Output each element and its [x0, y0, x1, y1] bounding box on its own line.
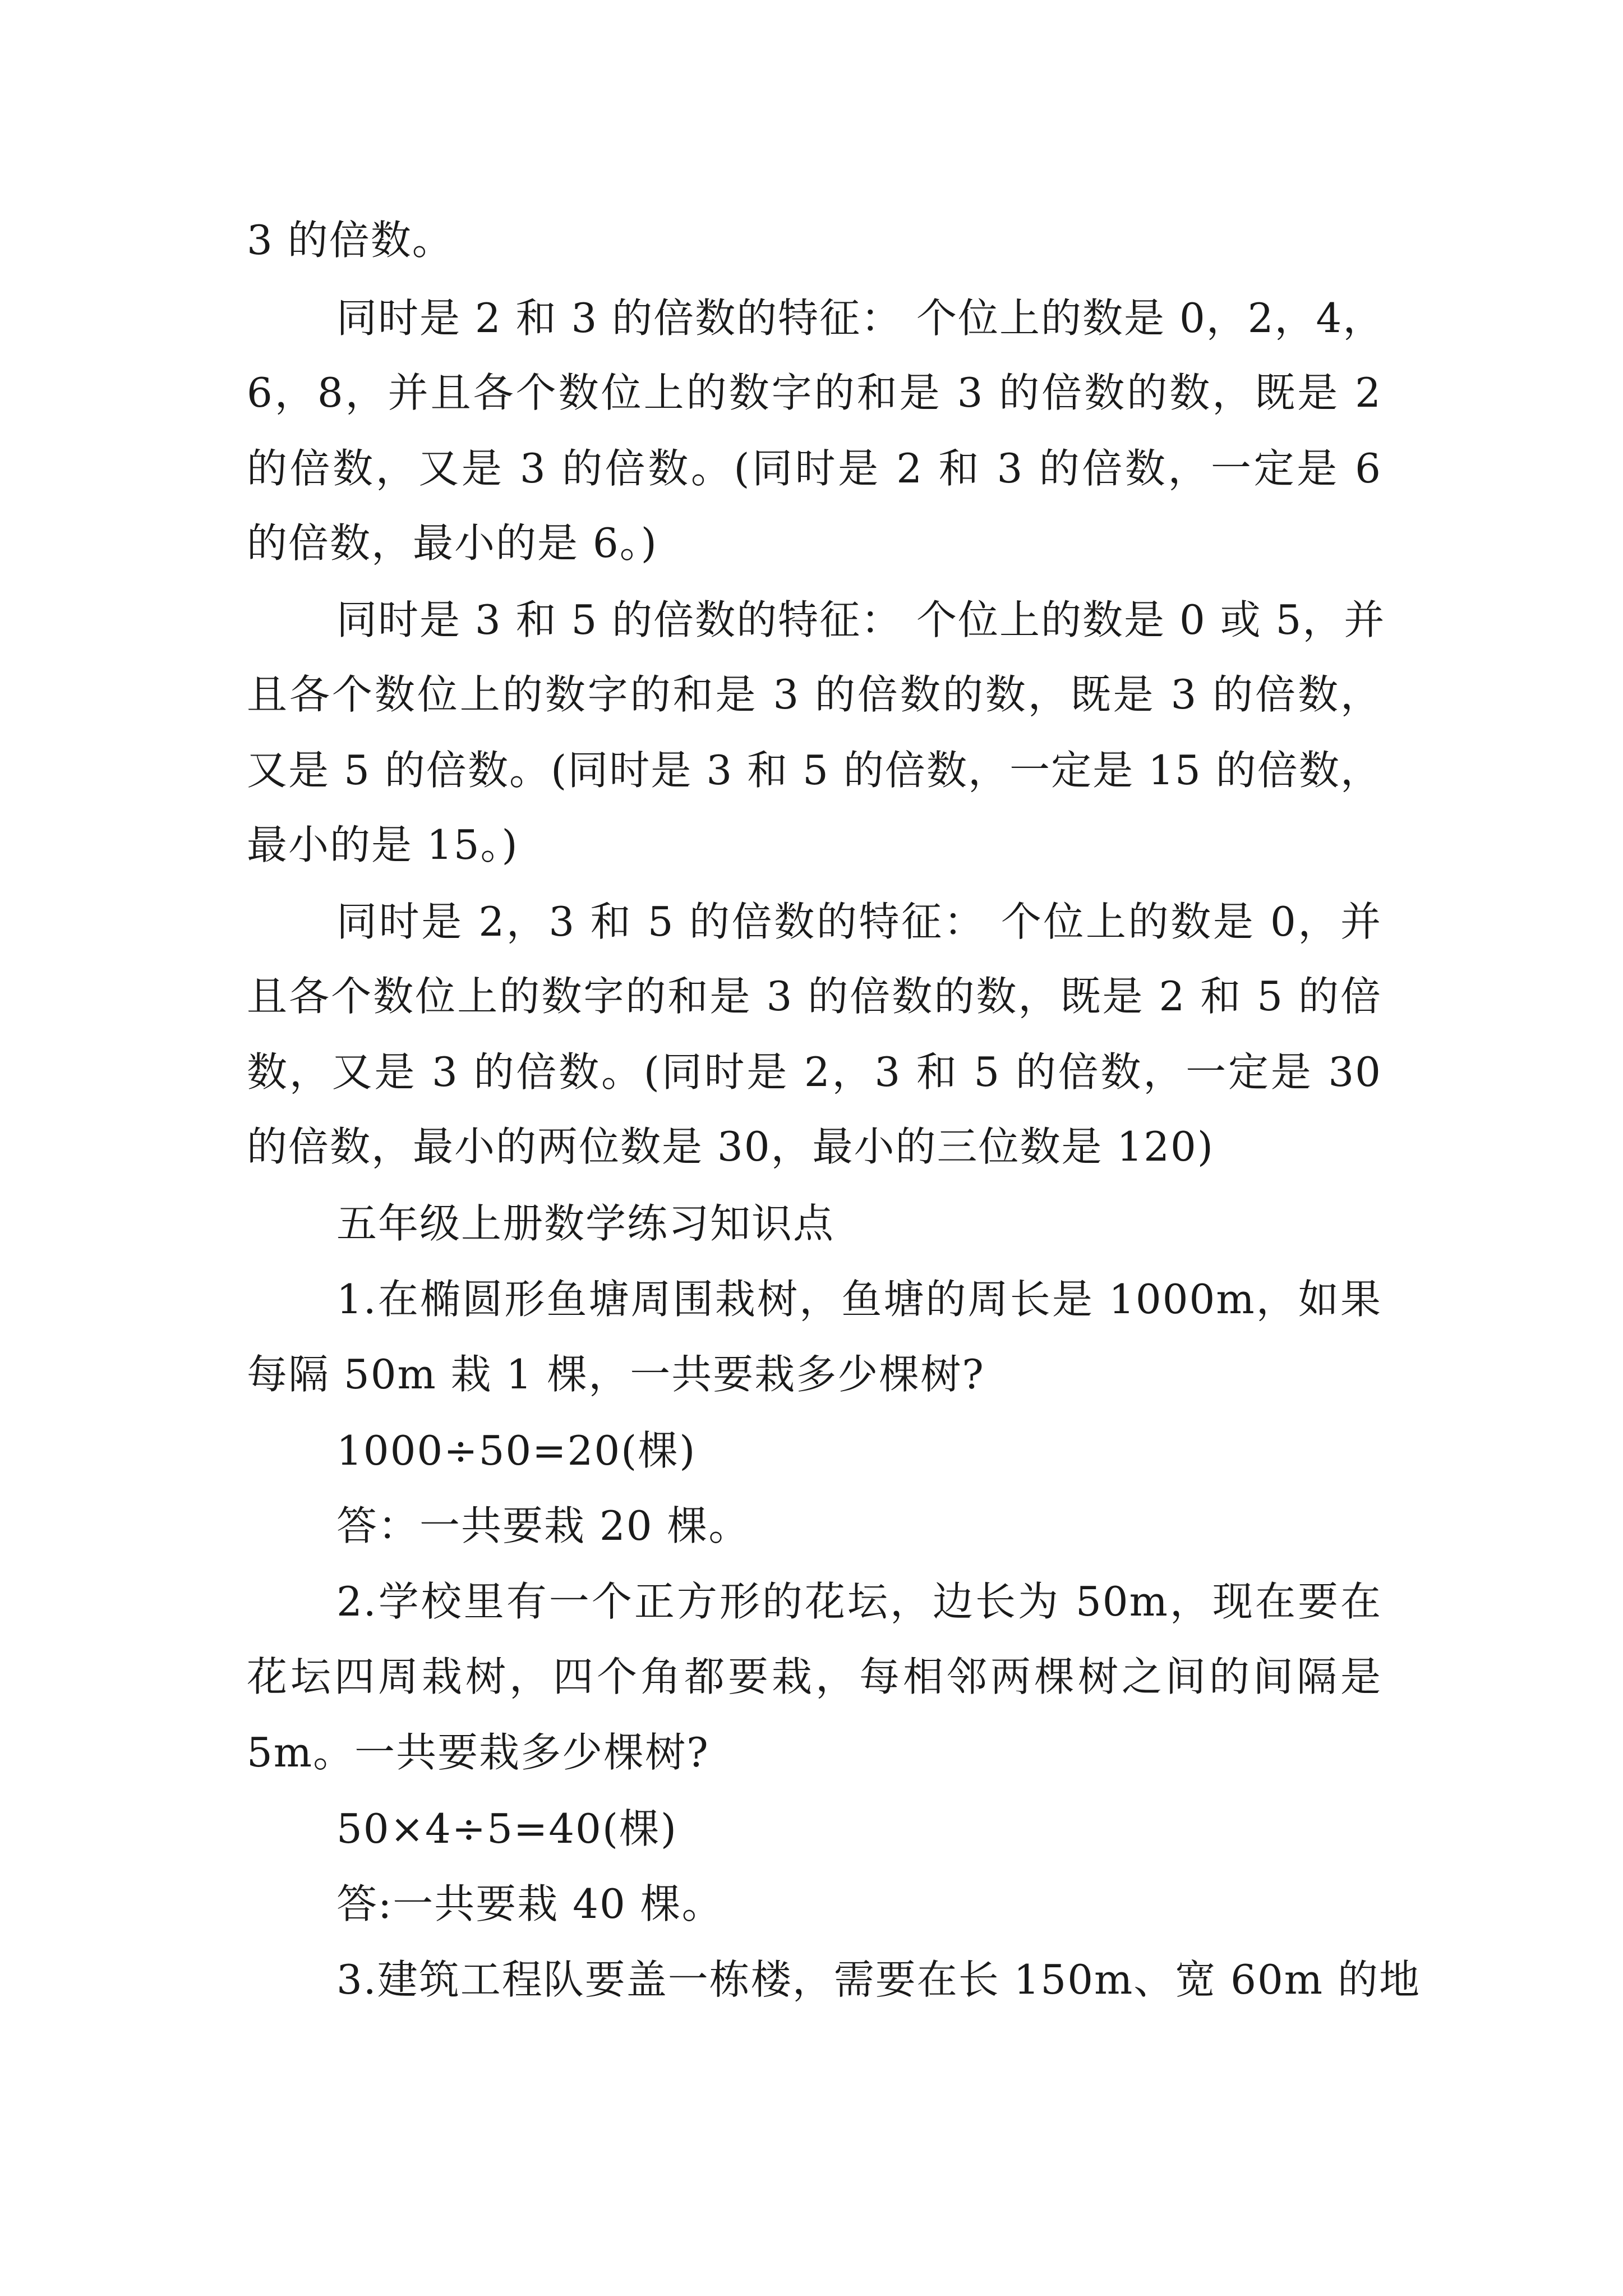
text-line: 的倍数，最小的是 6。) — [247, 519, 658, 567]
text-line: 同时是 2 和 3 的倍数的特征： 个位上的数是 0，2，4， — [336, 295, 1385, 342]
text-line: 最小的是 15。) — [247, 821, 519, 868]
text-line: 同时是 3 和 5 的倍数的特征： 个位上的数是 0 或 5，并 — [336, 596, 1386, 643]
text-line: 同时是 2，3 和 5 的倍数的特征： 个位上的数是 0，并 — [336, 898, 1382, 945]
text-line: 且各个数位上的数字的和是 3 的倍数的数，既是 3 的倍数， — [247, 671, 1382, 718]
text-line: 2.学校里有一个正方形的花坛，边长为 50m，现在要在 — [336, 1578, 1382, 1625]
answer-line: 答：一共要栽 20 棵。 — [336, 1502, 750, 1549]
text-line: 数，又是 3 的倍数。(同时是 2，3 和 5 的倍数，一定是 30 — [247, 1048, 1382, 1096]
equation-line: 50×4÷5=40(棵) — [336, 1805, 678, 1852]
text-line: 每隔 50m 栽 1 棵，一共要栽多少棵树? — [247, 1351, 985, 1398]
text-line: 的倍数，最小的两位数是 30，最小的三位数是 120) — [247, 1123, 1214, 1170]
text-line: 花坛四周栽树，四个角都要栽，每相邻两棵树之间的间隔是 — [247, 1653, 1382, 1700]
text-line: 5m。一共要栽多少棵树? — [247, 1729, 709, 1776]
text-line: 6，8，并且各个数位上的数字的和是 3 的倍数的数，既是 2 — [247, 369, 1382, 416]
equation-line: 1000÷50=20(棵) — [336, 1427, 697, 1474]
text-line: 的倍数，又是 3 的倍数。(同时是 2 和 3 的倍数，一定是 6 — [247, 445, 1382, 492]
answer-line: 答:一共要栽 40 棵。 — [336, 1880, 723, 1927]
text-line: 3.建筑工程队要盖一栋楼，需要在长 150m、宽 60m 的地 — [336, 1956, 1421, 2003]
text-line: 3 的倍数。 — [247, 217, 454, 264]
text-line: 1.在椭圆形鱼塘周围栽树，鱼塘的周长是 1000m，如果 — [336, 1276, 1382, 1323]
section-heading: 五年级上册数学练习知识点 — [336, 1200, 835, 1247]
text-line: 且各个数位上的数字的和是 3 的倍数的数，既是 2 和 5 的倍 — [247, 973, 1382, 1020]
text-line: 又是 5 的倍数。(同时是 3 和 5 的倍数，一定是 15 的倍数， — [247, 747, 1382, 794]
